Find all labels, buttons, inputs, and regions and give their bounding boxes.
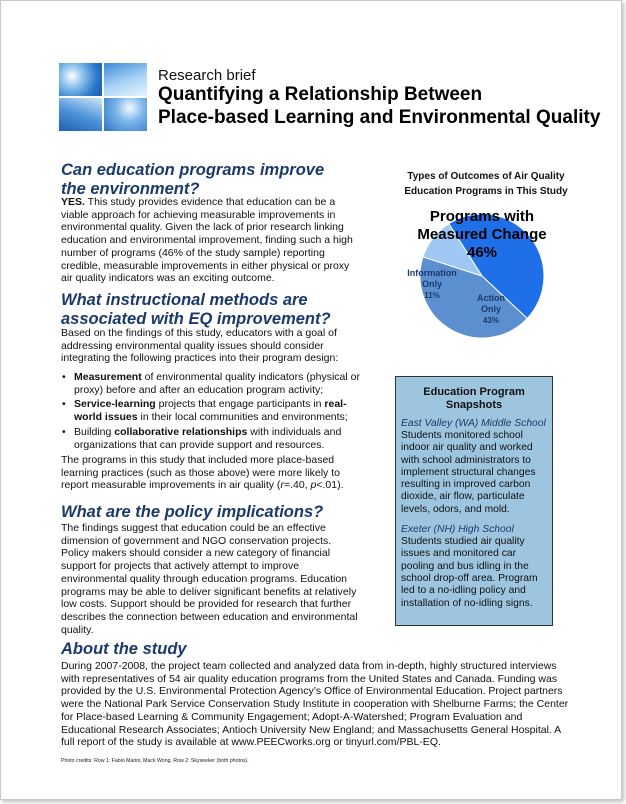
pie-slice-label: Programs with xyxy=(429,208,535,225)
page-title xyxy=(158,83,601,129)
snapshots-title xyxy=(401,386,547,412)
pie-slice-label: Action xyxy=(477,293,505,303)
bullet-text: in their local communities and environments; xyxy=(137,411,348,424)
snapshot-school: Exeter (NH) High School xyxy=(401,524,514,536)
section-heading-can-education xyxy=(61,161,324,199)
snapshot-school: East Valley (WA) Middle School xyxy=(401,418,546,429)
pie-slice-label: Information xyxy=(407,268,457,278)
brief-kicker: Research brief xyxy=(158,67,256,84)
title-line: Quantifying a Relationship Between xyxy=(158,84,483,105)
paragraph-text: =.40, xyxy=(283,479,311,492)
section-heading-about: About the study xyxy=(61,640,187,658)
pie-slice-label: Measured Change xyxy=(417,226,547,243)
bullet-bold: real-world issues xyxy=(74,398,347,424)
photo-credits: Photo credits: Row 1: Fabio Marini, Mack Wong. Row 2: Skyseeker (both photos). xyxy=(61,758,249,764)
paragraph-about: During 2007-2008, the project team collected and analyzed data from in-depth, highly structured interviews with representatives of 54 air quality education programs from the United States and Canada. Funding was provided by the U.S. Environmental Protection Agency’s Office of Environmental Education. Project partners were the National Park Service Conservation Study Institute in cooperation with Shelburne Farms; the Center for Place-based Learning & Community Engagement; Adopt-A-Watershed; Program Evaluation and Educational Research Associates; Antioch University New England; and Massachusetts General Hospital. A full report of the study is available at www.PEECworks.org or tinyurl.com/PBL-EQ. xyxy=(61,660,569,749)
paragraph-text: <.01). xyxy=(316,479,344,492)
bullet-text: projects that engage participants in xyxy=(155,398,325,411)
paragraph-text: The programs in this study that included more place-based learning practices (such as those above) were more likely to report measurable improvements in air quality ( xyxy=(61,454,340,492)
bullet-bold: collaborative relationships xyxy=(114,425,248,438)
chart-title xyxy=(391,169,581,199)
pie-slice-value-label: 43% xyxy=(482,316,500,325)
bullet-bold: Measurement xyxy=(74,371,142,383)
heading-line: associated with EQ improvement? xyxy=(61,310,331,328)
heading-line: Can education programs improve xyxy=(61,161,325,179)
section-heading-instructional-methods xyxy=(61,291,331,329)
bullet-text: of environmental quality indicators (physical or proxy) before and after an education program activity; xyxy=(74,371,360,396)
chart-title-line: Education Programs in This Study xyxy=(404,186,568,197)
heading-line: What instructional methods are xyxy=(61,291,308,309)
sky-photo xyxy=(104,63,147,96)
bullet-bold: Service-learning xyxy=(74,398,156,411)
section-heading-policy: What are the policy implications? xyxy=(61,503,324,521)
paragraph-instructional-methods: Based on the findings of this study, educators with a goal of addressing environmental quality issues should consider integrating the following practices into their program design: xyxy=(61,327,339,365)
snapshots-box xyxy=(395,376,553,626)
snapshot-text: Students monitored school indoor air quality and worked with school administrators to implement structural changes resulting in improved carbon dioxide, air flow, particulate levels, odors, and mold. xyxy=(401,430,536,515)
heading-line: the environment? xyxy=(61,180,200,198)
paragraph-can-education xyxy=(61,196,361,285)
pie-slice-label: Only xyxy=(421,279,443,289)
paragraph-program-findings xyxy=(61,454,361,492)
paragraph-policy: The findings suggest that education could be an effective dimension of government and NGO conservation projects. Policy makers should consider a new category of financial support for projects that actively attempt to improve environmental quality through education programs. Education programs may be able to deliver significant benefits at relatively low costs. Support should be provided for research that further describes the connection between education and environmental quality. xyxy=(61,522,358,636)
stat-symbol: r xyxy=(280,479,284,492)
list-item xyxy=(61,398,361,423)
sky-photo xyxy=(104,98,147,131)
chart-title-line: Types of Outcomes of Air Quality xyxy=(407,171,565,182)
snapshot-text: Students studied air quality issues and monitored car pooling and bus idling in the school drop-off area. Program led to a no-idling policy and installation of no-idling signs. xyxy=(401,536,538,609)
practices-list xyxy=(61,371,361,453)
paragraph-text: This study provides evidence that education can be a viable approach for achieving measurable improvements in environmental quality. Given the lack of prior research linking education and environmental improvement, finding such a high number of programs (46% of the study sample) reporting credible, measurable improvements in either physical or proxy air quality indicators was an exciting outcome. xyxy=(61,196,353,285)
sky-photo xyxy=(59,63,102,96)
yes-lead: YES. xyxy=(61,196,85,208)
list-item xyxy=(61,371,361,396)
snapshots-title-line: Education Program xyxy=(423,386,525,398)
list-item xyxy=(61,426,361,451)
photo-collage xyxy=(59,63,147,131)
bullet-text: Building xyxy=(74,425,115,438)
pie-slice-value-label: 46% xyxy=(466,244,498,261)
outcomes-pie-chart xyxy=(394,206,554,346)
pie-slice-label: Only xyxy=(480,304,502,314)
stat-symbol: p xyxy=(310,479,317,492)
pie-slice-value-label: 11% xyxy=(424,291,440,300)
title-line: Place-based Learning and Environmental Quality xyxy=(158,107,601,128)
bullet-text: with individuals and organizations that can provide support and resources. xyxy=(74,425,342,451)
sky-photo xyxy=(59,98,102,131)
snapshots-title-line: Snapshots xyxy=(445,399,503,411)
